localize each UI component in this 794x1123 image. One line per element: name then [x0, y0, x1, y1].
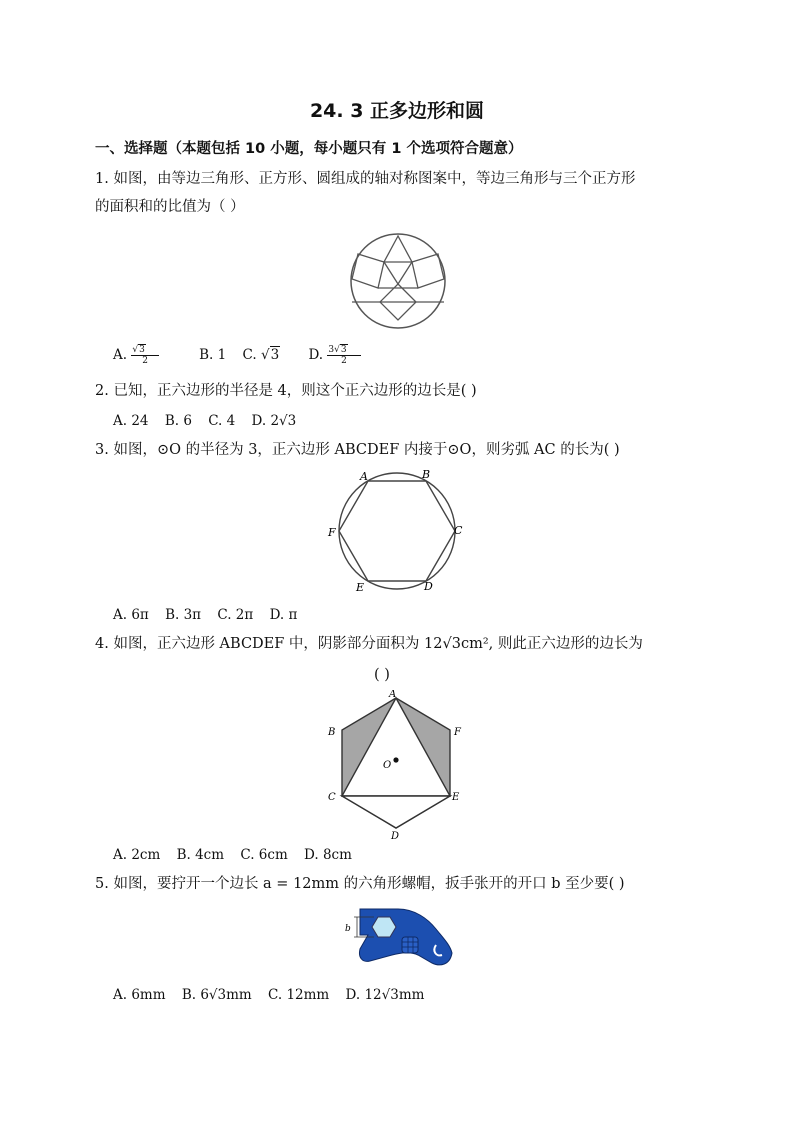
question-5-options: [113, 987, 436, 1003]
figure-circle-triangle-squares: [348, 232, 448, 334]
label-b: B: [328, 727, 336, 738]
question-1-options: [113, 345, 397, 366]
option-d[interactable]: D. 2√3: [251, 413, 297, 429]
question-1-line2: 的面积和的比值为（ ）: [95, 199, 245, 215]
question-4: 4. 如图，正六边形 ABCDEF 中，阴影部分面积为 12√3cm², 则此正六边形的边长为: [95, 636, 643, 652]
label-b: B: [422, 468, 431, 481]
option-c[interactable]: C. √3: [242, 347, 280, 363]
question-5: 5. 如图，要拧开一个边长 a = 12mm 的六角形螺帽，扳手张开的开口 b 至少要( ): [95, 876, 625, 892]
option-b[interactable]: B. 1: [199, 347, 227, 363]
question-4-paren: ( ): [374, 667, 390, 683]
question-3-options: [113, 607, 309, 623]
option-a[interactable]: A. 6mm: [113, 987, 166, 1003]
option-d[interactable]: D. π: [269, 607, 298, 623]
page-title: 24. 3 正多边形和圆: [309, 100, 485, 122]
question-2: 2. 已知，正六边形的半径是 4，则这个正六边形的边长是( ): [95, 383, 477, 399]
option-a[interactable]: A. 6π: [113, 607, 149, 623]
label-c: C: [454, 524, 463, 537]
question-2-options: [113, 413, 308, 429]
question-4-options: [113, 847, 364, 863]
option-c[interactable]: C. 6cm: [240, 847, 288, 863]
label-e: E: [452, 792, 460, 803]
label-b: b: [345, 924, 351, 934]
option-d[interactable]: D. 8cm: [304, 847, 352, 863]
question-1: [95, 165, 705, 221]
option-a[interactable]: A. 24: [113, 413, 149, 429]
label-f: F: [454, 727, 461, 738]
label-e: E: [356, 581, 365, 594]
option-b[interactable]: B. 6√3mm: [181, 987, 252, 1003]
label-d: D: [391, 831, 400, 840]
question-1-line1: 1. 如图，由等边三角形、正方形、圆组成的轴对称图案中，等边三角形与三个正方形: [95, 171, 636, 187]
figure-hexagon-in-circle: [322, 468, 472, 602]
label-o: O: [383, 760, 392, 771]
label-a: A: [389, 690, 397, 700]
option-a[interactable]: A. 2cm: [113, 847, 161, 863]
label-d: D: [424, 580, 433, 593]
label-c: C: [328, 792, 336, 803]
option-a[interactable]: A. $\frac{√3}{2}$: [113, 347, 183, 363]
option-c[interactable]: C. 2π: [217, 607, 254, 623]
figure-hexagon-shaded-triangle: [324, 690, 469, 844]
question-3: 3. 如图，⊙O 的半径为 3，正六边形 ABCDEF 内接于⊙O，则劣弧 AC 的长为( ): [95, 442, 620, 458]
option-c[interactable]: C. 4: [208, 413, 236, 429]
option-d[interactable]: D. 12√3mm: [345, 987, 425, 1003]
option-b[interactable]: B. 3π: [165, 607, 202, 623]
option-b[interactable]: B. 6: [164, 413, 192, 429]
label-a: A: [360, 470, 368, 483]
option-b[interactable]: B. 4cm: [176, 847, 225, 863]
section-heading: 一、选择题（本题包括 10 小题，每小题只有 1 个选项符合题意）: [95, 141, 523, 157]
label-f: F: [328, 526, 336, 539]
option-d[interactable]: D. $\frac{3√3}{2}$: [308, 347, 384, 363]
figure-wrench-nut: [340, 905, 455, 975]
option-c[interactable]: C. 12mm: [268, 987, 330, 1003]
